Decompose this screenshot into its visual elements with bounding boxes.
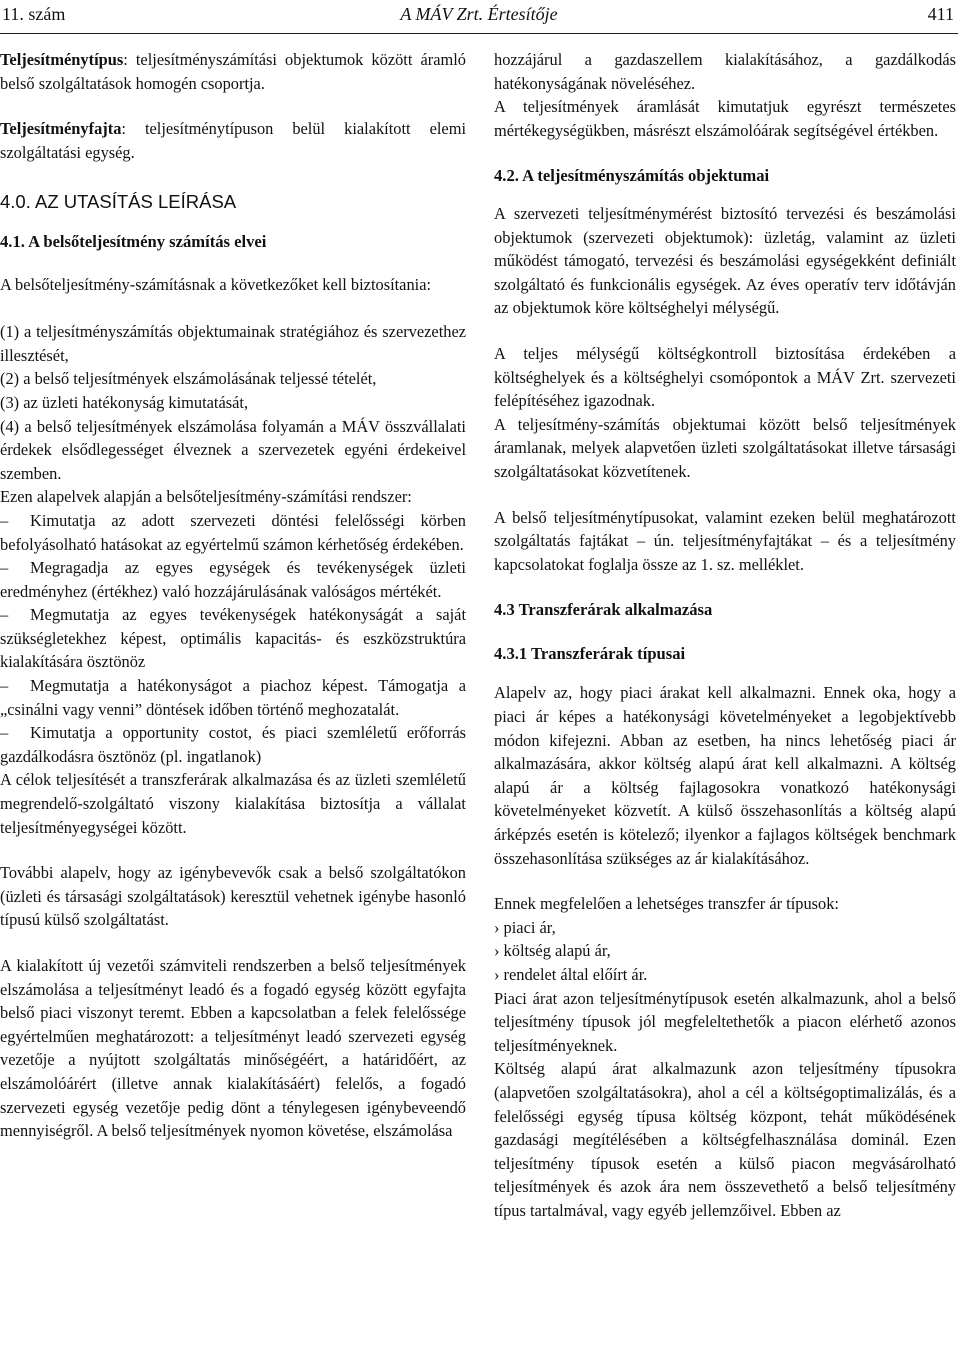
right-column [494,48,956,1223]
paragraph: hozzájárul a gazdaszellem kialakításához, a gazdálkodás hatékonyságának növeléséhez. [494,50,956,93]
definition-term: Teljesítménytípus [0,50,124,69]
page-header [0,4,958,28]
paragraph: A belsőteljesítmény-számításnak a következőket kell biztosítania: [0,274,432,294]
paragraph: Ezen alapelvek alapján a belsőteljesítmény-számítási rendszer: [0,487,412,507]
paragraph: A teljesítmény-számítás objektumai között belső teljesítmények áramlanak, melyek alapvetően üzleti szolgáltatásokat illetve társasági szolgáltatásokat közvetítenek. [494,414,956,481]
header-divider [0,33,958,34]
paragraph: Költség alapú árat alkalmazunk azon teljesítmény típusokra (alapvetően szolgáltatásokra), ahol a cél a költségoptimalizálás, és a felelősségi egység típusa költség központ, tehát működésének gazdasági megítélésében a költségfelhasználása dominál. Ezen teljesítmény típusok esetén a külső piacon megvásárolható teljesítmények és azok ára nem összevethető a belső teljesítmény típus tartalmával, vagy egyéb jellemzőivel. Ebben az [494,1059,956,1220]
paragraph: Alapelv az, hogy piaci árakat kell alkalmazni. Ennek oka, hogy a piaci ár képes a hatékonysági követelményeket a legobjektívebb módon kifejezni. Abban az esetben, ha nincs lehetőség piaci ár alkalmazására, akkor költség alapú árat kell alkalmazni. A költség alapú ár a költség fajlagosokra vonatkozó hatékonysági követelményeket közvetít. A külső összehasonlítás a költség alapú árképzés esetén is kötelező; ilyenkor a fajlagos költségek benchmark összehasonlítása szükséges az ár kialakításához. [494,683,956,868]
subsection-heading: 4.2. A teljesítményszámítás objektumai [494,166,770,186]
subsection-heading: 4.3.1 Transzferárak típusai [494,643,686,663]
dash-item: – Megmutatja az egyes tevékenységek hatékonyságát a saját szükségletekhez képest, optimális kapacitás- és eszközstruktúra kialakítására ösztönöz [0,605,466,672]
list-item: (3) az üzleti hatékonyság kimutatását, [0,392,249,412]
dash-marker: – [0,558,9,578]
subsection-heading: 4.1. A belsőteljesítmény számítás elvei [0,231,267,251]
paragraph: A szervezeti teljesítménymérést biztosító tervezési és beszámolási objektumok (szervezeti objektumok): üzletág, valamint az üzleti működést támogató, tervezési és beszámolási egységekként definiált szolgáltató és funkcionális egységek. Az éves operatív terv időtávján az objektumok köre költséghelyi mélységű. [494,203,956,318]
list-item: (2) a belső teljesítmények elszámolásának teljessé tételét, [0,369,377,389]
definition-text: : teljesítménytípuson belül kialakított elemi szolgáltatási egység. [0,119,466,162]
paragraph: A teljesítmények áramlását kimutatjuk egyrészt természetes mértékegységükben, másrészt elszámolóárak segítségével értékben. [494,97,956,140]
dash-item: – Kimutatja az adott szervezeti döntési felelősségi körben befolyásolható hatásokat az egyértelmű számon kérhetőség érdekében. [0,510,466,554]
dash-marker: – [0,605,9,625]
list-item: (1) a teljesítményszámítás objektumainak stratégiához és szervezethez illesztését, [0,322,466,365]
paragraph: További alapelv, hogy az igénybevevők csak a belső szolgáltatókon (üzleti és társasági szolgáltatások) keresztül vehetnek igénybe hasonló típusú külső szolgáltatást. [0,863,466,930]
dash-item: – Kimutatja a opportunity costot, és piaci szemléletű erőforrás gazdálkodásra ösztönöz (pl. ingatlanok) [0,723,466,766]
issue-number: 11. szám [2,4,66,24]
dash-marker: – [0,723,9,743]
definition-term: Teljesítményfajta [0,119,122,139]
section-heading: 4.0. AZ UTASÍTÁS LEÍRÁSA [0,191,237,213]
dash-item: – Megmutatja a hatékonyságot a piachoz képest. Támogatja a „csinálni vagy venni” döntések időben történő meghozatalát. [0,676,466,719]
list-item: › rendelet által előírt ár. [494,965,648,984]
list-item: › költség alapú ár, [494,941,611,961]
paragraph: Piaci árat azon teljesítménytípusok esetén alkalmazunk, ahol a belső teljesítmény típusok jól megfeleltethetők a piacon elérhető azonos teljesítményeknek. [494,988,956,1055]
list-item: › piaci ár, [494,917,556,937]
paragraph: Ennek megfelelően a lehetséges transzfer ár típusok: [494,894,839,914]
definition-paragraph [0,117,466,164]
definition-text: : teljesítményszámítási objektumok között áramló belső szolgáltatások homogén csoportja. [0,50,466,93]
dash-item: – Megragadja az egyes egységek és tevékenységek üzleti eredményhez (értékhez) való hozzájárulásának valóságos mértékét. [0,558,466,601]
paragraph: A teljes mélységű költségkontroll biztosítása érdekében a költséghelyek és a költséghelyi csomópontok a MÁV Zrt. szervezeti felépítéséhez igazodnak. [494,343,956,411]
dash-marker: – [0,676,9,696]
paragraph: A kialakított új vezetői számviteli rendszerben a belső teljesítmények elszámolása a teljesítményt leadó és a fogadó egység között egyfajta belső piaci viszonyt teremt. Ebben a kapcsolatban a felek felelőssége egyértelműen meghatározott: a teljesítményt leadó szervezeti egység vezetője a nyújtott szolgáltatás minőségéért, a határidőért, az elszámolóárért (illetve annak kialakításáért) felelős, a fogadó szervezeti egység vezetője pedig dönt a ténylegesen igénybeveendő mennyiségről. A belső teljesítmények nyomon követése, elszámolása [0,956,466,1141]
paragraph: A célok teljesítését a transzferárak alkalmazása és az üzleti szemléletű megrendelő-szolgáltató viszony kialakítása biztosítja a vállalat teljesítményegységei között. [0,770,466,837]
definition-paragraph [0,48,466,95]
page-number: 411 [927,4,954,24]
subsection-heading: 4.3 Transzferárak alkalmazása [494,600,713,620]
paragraph: A belső teljesítménytípusokat, valamint ezeken belül meghatározott szolgáltatás fajtákat – ún. teljesítményfajtákat – és a teljesítmény kapcsolatokat foglalja össze az 1. sz. melléklet. [494,507,956,574]
dash-marker: – [0,510,9,530]
journal-title: A MÁV Zrt. Értesítője [400,4,558,24]
left-column [0,48,466,1143]
list-item: (4) a belső teljesítmények elszámolása folyamán a MÁV összvállalati érdekek elsődlegességet élveznek a szervezetek egyéni érdekeivel szemben. [0,416,466,483]
